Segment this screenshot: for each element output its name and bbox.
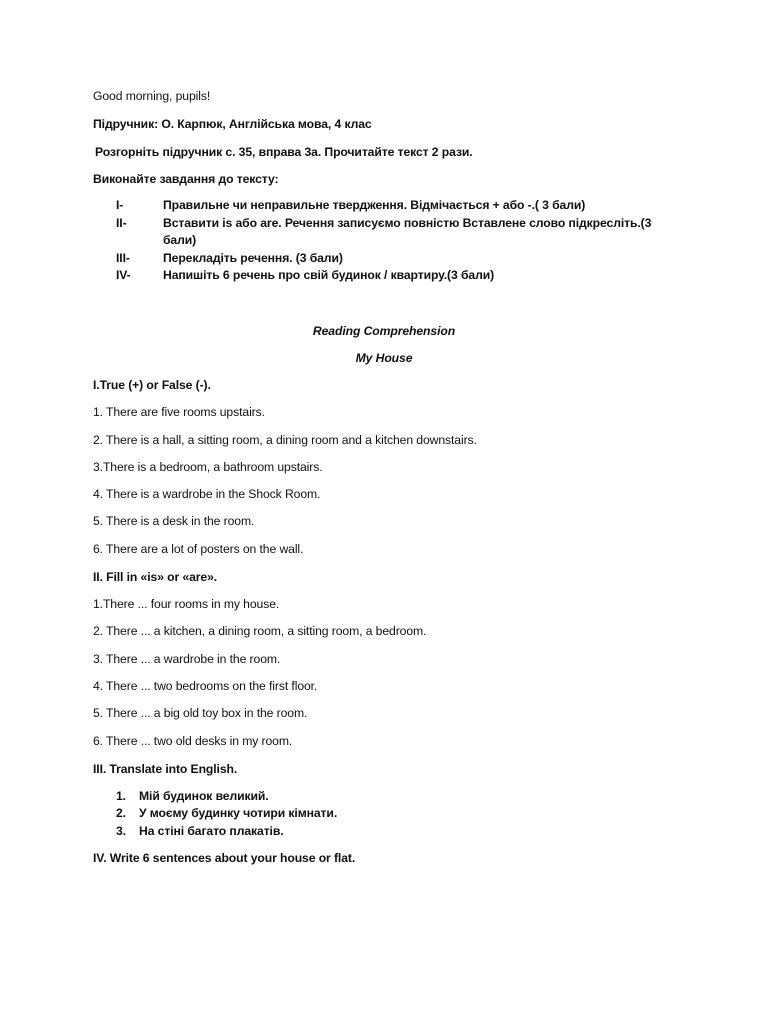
part1-item: 3.There is a bedroom, a bathroom upstairs. (93, 460, 323, 474)
list-number: 1. (116, 789, 126, 803)
greeting: Good morning, pupils! (93, 89, 211, 103)
task-number: IV- (116, 268, 131, 282)
part1-item: 1. There are five rooms upstairs. (93, 405, 265, 419)
part1-heading: I.True (+) or False (-). (93, 378, 211, 392)
part1-item: 5. There is a desk in the room. (93, 514, 255, 528)
task-text: Правильне чи неправильне твердження. Відмічається + або -.( 3 бали) (163, 198, 586, 212)
task-text: Вставити is або are. Речення записуємо повністю Вставлене слово підкресліть.(3 бали) (163, 216, 652, 247)
part4-heading: IV. Write 6 sentences about your house or flat. (93, 851, 356, 865)
part2-item: 3. There ... a wardrobe in the room. (93, 652, 281, 666)
list-item: У моєму будинку чотири кімнати. (139, 806, 338, 820)
part2-item: 2. There ... a kitchen, a dining room, a sitting room, a bedroom. (93, 624, 427, 638)
text-title: My House (355, 351, 413, 365)
do-tasks-line: Виконайте завдання до тексту: (93, 172, 279, 186)
part2-item: 4. There ... two bedrooms on the first floor. (93, 679, 318, 693)
part2-item: 6. There ... two old desks in my room. (93, 734, 293, 748)
part3-heading: III. Translate into English. (93, 762, 238, 776)
part1-item: 6. There are a lot of posters on the wall. (93, 542, 304, 556)
part2-heading: II. Fill in «is» or «are». (93, 570, 218, 584)
task-number: I- (116, 198, 124, 212)
textbook-line: Підручник: О. Карпюк, Англійська мова, 4 клас (93, 117, 372, 131)
section-title: Reading Comprehension (312, 324, 456, 338)
task-text: Напишіть 6 речень про свій будинок / квартиру.(3 бали) (163, 268, 495, 282)
part2-item: 1.There ... four rooms in my house. (93, 597, 280, 611)
list-item: Мій будинок великий. (139, 789, 269, 803)
part2-item: 5. There ... a big old toy box in the room. (93, 706, 308, 720)
task-number: III- (116, 251, 130, 265)
list-item: На стіні багато плакатів. (139, 824, 284, 838)
list-number: 2. (116, 806, 126, 820)
part1-item: 2. There is a hall, a sitting room, a dining room and a kitchen downstairs. (93, 433, 477, 447)
list-number: 3. (116, 824, 126, 838)
task-text: Перекладіть речення. (3 бали) (163, 251, 343, 265)
task-number: II- (116, 216, 127, 230)
open-book-line: Розгорніть підручник с. 35, вправа 3а. Прочитайте текст 2 рази. (95, 145, 473, 159)
part1-item: 4. There is a wardrobe in the Shock Room. (93, 487, 321, 501)
